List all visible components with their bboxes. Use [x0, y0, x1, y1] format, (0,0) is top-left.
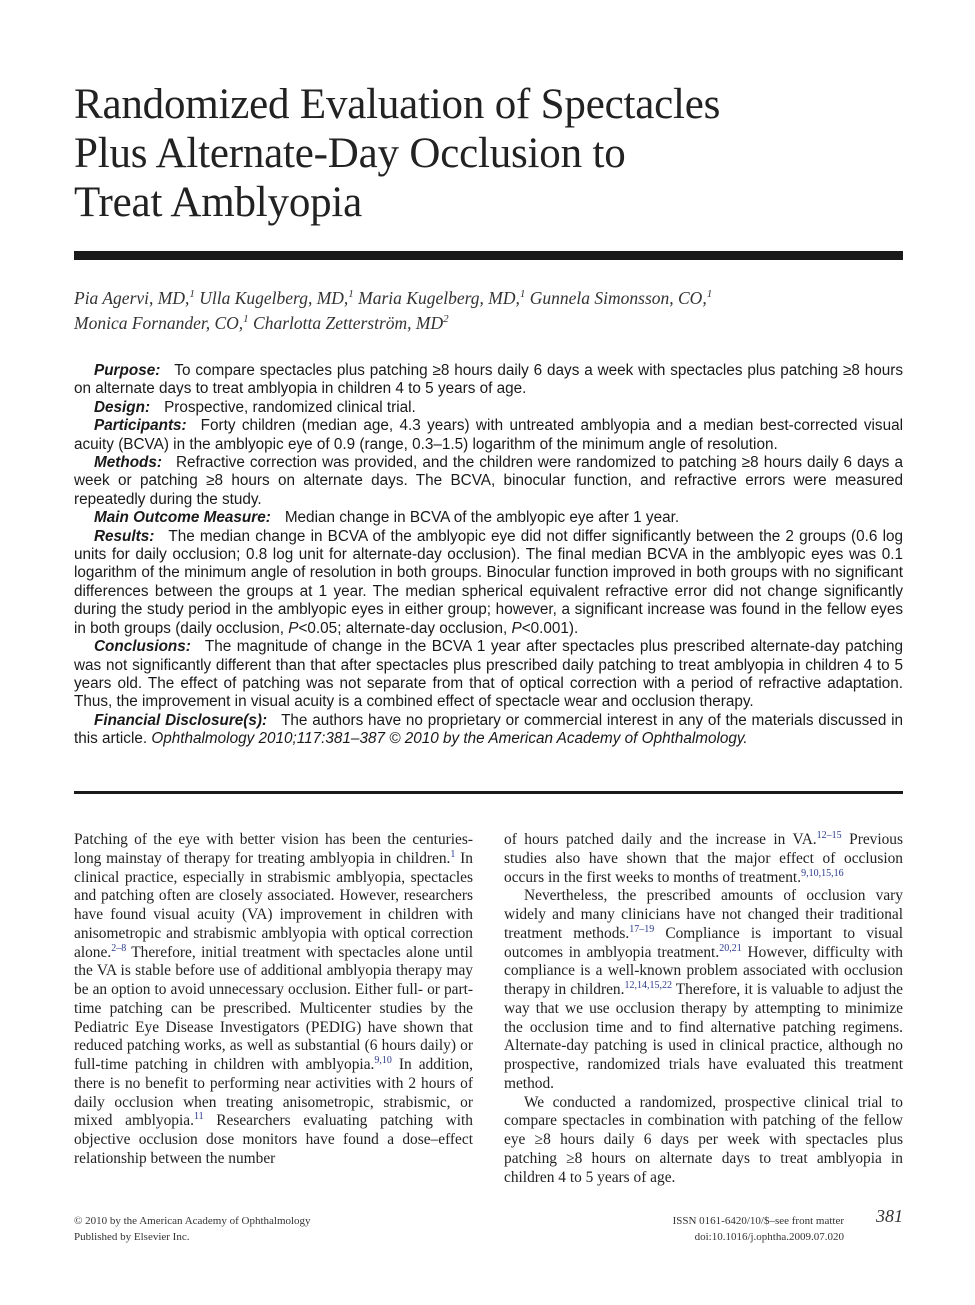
reference-link[interactable]: 2–8: [111, 942, 127, 954]
conclusions-text: The magnitude of change in the BCVA 1 year after spectacles plus prescribed alternate-day patching was not significantly different than that after spectacles plus prescribed daily patching to treat amblyopia in children 4 to 5 years old. The effect of patching was not separate from that of optical correction with a period of refractive adaptation. Thus, the improvement in visual acuity is a combined effect of spectacle wear and occlusion therapy.: [74, 638, 903, 711]
results-label: Results:: [94, 527, 155, 545]
body-paragraph: [504, 887, 903, 1093]
title-rule: [74, 251, 903, 260]
conclusions-label: Conclusions:: [94, 638, 191, 656]
body-text: In addition, there is no benefit to performing near activities with 2 hours of daily occlusion when treating anisometropic, strabismic, or mixed amblyopia.: [74, 1056, 473, 1130]
abstract: [74, 362, 903, 749]
body-column-right: [504, 831, 903, 1187]
body-text: In clinical practice, especially in strabismic amblyopia, spectacles and patching often are closely associated. However, researchers have found visual acuity (VA) improvement in children with anisometropic and strabismic amblyopia with optical correction alone.: [74, 849, 474, 961]
affiliation-marker: 1: [706, 288, 713, 300]
abstract-purpose: [74, 362, 903, 399]
reference-link[interactable]: 17–19: [629, 923, 655, 935]
results-text: <0.001).: [521, 619, 579, 637]
doi-link[interactable]: doi:10.1016/j.ophtha.2009.07.020: [694, 1231, 844, 1243]
author-name: Monica Fornander, CO,: [74, 312, 244, 333]
body-text: Researchers evaluating patching with objective occlusion dose monitors have found a dose–effect relationship between the number: [74, 1112, 473, 1167]
body-paragraph: [504, 1094, 903, 1188]
disclosure-label: Financial Disclosure(s):: [94, 711, 268, 729]
issn-line: ISSN 0161-6420/10/$–see front matter: [672, 1215, 844, 1227]
methods-text: Refractive correction was provided, and the children were randomized to patching ≥8 hours daily 6 days a week or patching ≥8 hours on alternate days. The BCVA, binocular function, and refractive errors were measured repeatedly during the study.: [74, 454, 903, 508]
outcome-text: Median change in BCVA of the amblyopic eye after 1 year.: [284, 509, 680, 527]
reference-link[interactable]: 12,14,15,22: [624, 979, 672, 991]
reference-link[interactable]: 20,21: [719, 942, 742, 954]
affiliation-marker: 1: [348, 288, 354, 300]
reference-link[interactable]: 9,10,15,16: [801, 867, 844, 879]
design-label: Design:: [94, 398, 151, 416]
body-text: of hours patched daily and the increase in VA.: [504, 831, 817, 848]
body-text: However, difficulty with compliance is a well-known problem associated with occlusion therapy in children.: [504, 943, 903, 998]
body-paragraph: [74, 831, 473, 1169]
copyright-footer: [74, 1213, 311, 1245]
participants-label: Participants:: [94, 417, 187, 435]
abstract-outcome: [74, 509, 903, 527]
disclosure-text: The authors have no proprietary or commercial interest in any of the materials discussed in this article.: [74, 711, 903, 748]
body-text: Compliance is important to visual outcomes in amblyopia treatment.: [504, 924, 903, 961]
body-text: Nevertheless, the prescribed amounts of occlusion vary widely and many clinicians have not changed their traditional treatment methods.: [504, 887, 903, 942]
body-text: Previous studies also have shown that the major effect of occlusion occurs in the first weeks to months of treatment.: [504, 831, 903, 886]
affiliation-marker: 1: [243, 312, 249, 325]
journal-citation: Ophthalmology 2010;117:381–387 © 2010 by the American Academy of Ophthalmology.: [151, 730, 748, 748]
body-text: Patching of the eye with better vision has been the centuries-long mainstay of therapy for treating amblyopia in children.: [74, 831, 473, 867]
p-value-symbol: P: [288, 619, 299, 637]
body-text: Therefore, initial treatment with spectacles alone until the VA is stable before use of additional amblyopia therapy may be an option to avoid unnecessary occlusion. Either full- or part-time patching can be prescribed. Multicenter studies by the Pediatric Eye Disease Investigators (PEDIG) have shown that reduced patching works, as well as substantial (6 hours daily) or full-time patching in children with amblyopia.: [74, 943, 473, 1073]
outcome-label: Main Outcome Measure:: [94, 509, 271, 527]
issn-footer: [620, 1213, 844, 1245]
methods-label: Methods:: [94, 454, 162, 472]
participants-text: Forty children (median age, 4.3 years) with untreated amblyopia and a median best-corrected visual acuity (BCVA) in the amblyopic eye of 0.9 (range, 0.3–1.5) logarithm of the minimum angle of resolution.: [74, 417, 903, 453]
reference-link[interactable]: 12–15: [816, 829, 842, 841]
author-line-2: [74, 309, 903, 334]
author-name: Gunnela Simonsson, CO,: [525, 287, 707, 308]
abstract-methods: [74, 454, 903, 509]
affiliation-marker: 2: [443, 312, 449, 325]
purpose-label: Purpose:: [94, 362, 161, 379]
body-text: Therefore, it is valuable to adjust the way that we use occlusion therapy by attempting to minimize the occlusion time and to find alternative patching regimens. Alternate-day patching is used in clinical practice, although no prospective, randomized trials have evaluated this treatment method.: [504, 981, 903, 1092]
reference-link[interactable]: 9,10: [374, 1054, 392, 1066]
author-name: Pia Agervi, MD,: [74, 287, 190, 308]
reference-link[interactable]: 1: [450, 848, 456, 860]
title-line-3: Treat Amblyopia: [74, 179, 363, 226]
results-text: The median change in BCVA of the amblyopic eye did not differ significantly between the 2 groups (0.6 log units for daily occlusion; 0.8 log unit for alternate-day occlusion). The final median BCVA in the amblyopic eyes was 0.1 logarithm of the minimum angle of resolution in both groups. Binocular function improved in both groups with no significant differences between the groups at 1 year. The median spherical equivalent refractive error did not change significantly during the study period in the amblyopic eyes in either group; however, a significant increase was found in the fellow eyes in both groups (daily occlusion,: [74, 527, 903, 637]
author-list: [74, 284, 903, 334]
abstract-rule: [74, 791, 903, 794]
body-column-left: [74, 831, 473, 1169]
abstract-results: [74, 528, 903, 638]
results-text: <0.05; alternate-day occlusion,: [298, 619, 512, 637]
page-number: 381: [876, 1206, 903, 1226]
author-name: Charlotta Zetterström, MD: [248, 312, 444, 333]
abstract-conclusions: [74, 638, 903, 712]
abstract-design: [74, 399, 903, 417]
abstract-disclosure: [74, 712, 903, 749]
purpose-text: To compare spectacles plus patching ≥8 hours daily 6 days a week with spectacles plus patching ≥8 hours on alternate days to treat amblyopia in children 4 to 5 years of age.: [74, 362, 903, 398]
affiliation-marker: 1: [189, 288, 195, 300]
title-line-2: Plus Alternate-Day Occlusion to: [74, 130, 626, 177]
title-line-1: Randomized Evaluation of Spectacles: [74, 81, 721, 128]
design-text: Prospective, randomized clinical trial.: [164, 398, 416, 416]
publisher-line: Published by Elsevier Inc.: [74, 1231, 190, 1243]
copyright-line: © 2010 by the American Academy of Ophthalmology: [74, 1215, 311, 1227]
body-paragraph: [504, 831, 903, 887]
abstract-participants: [74, 417, 903, 454]
author-line-1: [74, 284, 903, 309]
p-value-symbol: P: [511, 619, 522, 637]
author-name: Maria Kugelberg, MD,: [353, 287, 520, 308]
author-name: Ulla Kugelberg, MD,: [194, 287, 349, 308]
article-title: [74, 80, 894, 227]
affiliation-marker: 1: [519, 288, 526, 300]
reference-link[interactable]: 11: [193, 1111, 204, 1123]
body-text: We conducted a randomized, prospective clinical trial to compare spectacles in combination with patching of the fellow eye ≥8 hours daily 6 days per week with spectacles plus patching ≥8 hours on alternate days to treat amblyopia in children 4 to 5 years of age.: [504, 1093, 903, 1186]
